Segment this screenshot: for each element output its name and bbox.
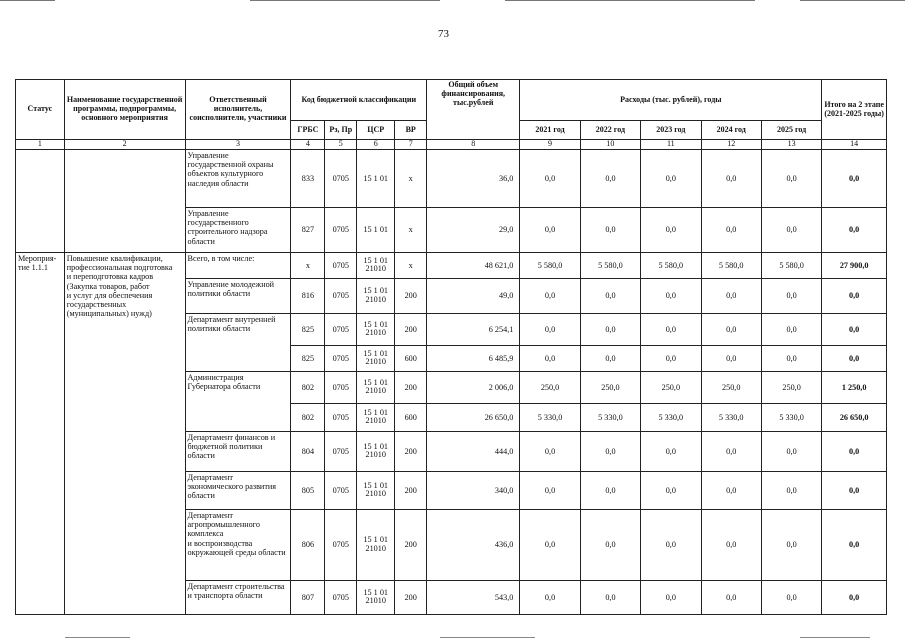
grbs-cell: 825 [291,345,325,371]
year-2024-cell: 0,0 [701,313,761,345]
csr-cell: 15 1 01 [357,149,395,207]
year-2022-cell: 5 330,0 [580,403,640,431]
vr-cell: 200 [395,509,427,580]
header-grbs: ГРБС [291,121,325,140]
year-2025-cell: 0,0 [761,149,821,207]
executor-cell: Департамент агропромышленного комплекса и воспроизводства окружающей среды области [185,509,291,580]
column-index: 10 [580,140,640,150]
csr-cell: 15 1 01 [357,207,395,252]
column-index: 14 [822,140,887,150]
itogo-cell: 1 250,0 [822,371,887,403]
year-2022-cell: 0,0 [580,509,640,580]
total-cell: 29,0 [427,207,520,252]
rzpr-cell: 0705 [325,345,357,371]
year-2023-cell: 250,0 [641,371,701,403]
header-row [16,80,887,121]
executor-cell: Управление государственного строительного надзора области [185,207,291,252]
grbs-cell: 816 [291,278,325,313]
rzpr-cell: 0705 [325,403,357,431]
total-cell: 6 254,1 [427,313,520,345]
header-total: Общий объем финансирования, тыс.рублей [427,80,520,140]
year-2021-cell: 0,0 [520,278,580,313]
vr-cell: 200 [395,580,427,614]
itogo-cell: 0,0 [822,149,887,207]
year-2023-cell: 0,0 [641,149,701,207]
year-2025-cell: 0,0 [761,313,821,345]
total-cell: 340,0 [427,471,520,509]
rzpr-cell: 0705 [325,471,357,509]
itogo-cell: 0,0 [822,278,887,313]
executor-cell: Департамент строительства и транспорта области [185,580,291,614]
grbs-cell: 802 [291,403,325,431]
table-row [16,149,887,207]
year-2025-cell: 0,0 [761,509,821,580]
header-budget-code: Код бюджетной классификации [291,80,427,121]
year-2024-cell: 0,0 [701,471,761,509]
rzpr-cell: 0705 [325,149,357,207]
vr-cell: 600 [395,345,427,371]
year-2021-cell: 0,0 [520,313,580,345]
grbs-cell: 806 [291,509,325,580]
total-cell: 36,0 [427,149,520,207]
year-2021-cell: 0,0 [520,509,580,580]
year-2024-cell: 0,0 [701,149,761,207]
year-2021-cell: 0,0 [520,580,580,614]
total-cell: 48 621,0 [427,252,520,278]
csr-cell: 15 1 01 21010 [357,403,395,431]
csr-cell: 15 1 01 21010 [357,580,395,614]
year-2024-cell: 250,0 [701,371,761,403]
column-index: 1 [16,140,65,150]
year-2024-cell: 0,0 [701,278,761,313]
header-csr: ЦСР [357,121,395,140]
total-cell: 444,0 [427,431,520,471]
vr-cell: х [395,207,427,252]
itogo-cell: 26 650,0 [822,403,887,431]
year-2023-cell: 0,0 [641,207,701,252]
total-cell: 6 485,9 [427,345,520,371]
year-2021-cell: 0,0 [520,431,580,471]
measure-name: Повышение квалификации, профессиональная подготовка и переподготовка кадров (Закупка товаров, работ и услуг для обеспечения государственных (муниципальных) нужд) [64,252,185,614]
itogo-cell: 0,0 [822,509,887,580]
year-2024-cell: 5 330,0 [701,403,761,431]
csr-cell: 15 1 01 21010 [357,345,395,371]
csr-cell: 15 1 01 21010 [357,313,395,345]
vr-cell: х [395,149,427,207]
year-2024-cell: 0,0 [701,580,761,614]
itogo-cell: 0,0 [822,580,887,614]
grbs-cell: 805 [291,471,325,509]
year-2025-cell: 0,0 [761,278,821,313]
column-index: 6 [357,140,395,150]
year-2022-cell: 0,0 [580,580,640,614]
page-number: 73 [438,28,449,40]
total-cell: 543,0 [427,580,520,614]
csr-cell: 15 1 01 21010 [357,371,395,403]
header-2025: 2025 год [761,121,821,140]
header-2024: 2024 год [701,121,761,140]
column-index: 9 [520,140,580,150]
year-2023-cell: 5 330,0 [641,403,701,431]
header-2021: 2021 год [520,121,580,140]
rzpr-cell: 0705 [325,252,357,278]
header-status: Статус [16,80,65,140]
year-2025-cell: 0,0 [761,471,821,509]
grbs-cell: 833 [291,149,325,207]
csr-cell: 15 1 01 21010 [357,252,395,278]
year-2023-cell: 5 580,0 [641,252,701,278]
grbs-cell: 802 [291,371,325,403]
year-2025-cell: 5 580,0 [761,252,821,278]
year-2024-cell: 0,0 [701,345,761,371]
year-2024-cell: 0,0 [701,207,761,252]
year-2024-cell: 0,0 [701,509,761,580]
vr-cell: 200 [395,313,427,345]
itogo-cell: 27 900,0 [822,252,887,278]
header-2023: 2023 год [641,121,701,140]
year-2022-cell: 0,0 [580,431,640,471]
top-edge-lines [0,0,905,1]
itogo-cell: 0,0 [822,431,887,471]
vr-cell: 200 [395,471,427,509]
grbs-cell: 825 [291,313,325,345]
year-2025-cell: 5 330,0 [761,403,821,431]
rzpr-cell: 0705 [325,207,357,252]
executor-cell: Управление государственной охраны объектов культурного наследия области [185,149,291,207]
header-rzpr: Рз, Пр [325,121,357,140]
rzpr-cell: 0705 [325,431,357,471]
year-2021-cell: 5 330,0 [520,403,580,431]
itogo-cell: 0,0 [822,207,887,252]
year-2023-cell: 0,0 [641,509,701,580]
table-row [16,252,887,278]
itogo-cell: 0,0 [822,345,887,371]
column-index: 5 [325,140,357,150]
year-2022-cell: 0,0 [580,207,640,252]
header-itogo: Итого на 2 этапе (2021-2025 годы) [822,80,887,140]
total-cell: 26 650,0 [427,403,520,431]
executor-cell: Департамент финансов и бюджетной политики области [185,431,291,471]
vr-cell: 200 [395,371,427,403]
year-2021-cell: 250,0 [520,371,580,403]
year-2022-cell: 0,0 [580,345,640,371]
rzpr-cell: 0705 [325,313,357,345]
vr-cell: 200 [395,278,427,313]
column-index: 2 [64,140,185,150]
csr-cell: 15 1 01 21010 [357,509,395,580]
executor-cell: Управление молодежной политики области [185,278,291,313]
grbs-cell: 807 [291,580,325,614]
name-cell-empty [64,149,185,252]
csr-cell: 15 1 01 21010 [357,278,395,313]
column-index: 11 [641,140,701,150]
year-2023-cell: 0,0 [641,345,701,371]
year-2021-cell: 0,0 [520,345,580,371]
year-2023-cell: 0,0 [641,580,701,614]
itogo-cell: 0,0 [822,313,887,345]
year-2025-cell: 0,0 [761,345,821,371]
column-index: 12 [701,140,761,150]
year-2021-cell: 5 580,0 [520,252,580,278]
year-2025-cell: 0,0 [761,580,821,614]
executor-cell: Всего, в том числе: [185,252,291,278]
column-index-row [16,140,887,150]
executor-cell: Департамент экономического развития области [185,471,291,509]
csr-cell: 15 1 01 21010 [357,431,395,471]
vr-cell: х [395,252,427,278]
year-2024-cell: 5 580,0 [701,252,761,278]
total-cell: 2 006,0 [427,371,520,403]
rzpr-cell: 0705 [325,509,357,580]
rzpr-cell: 0705 [325,580,357,614]
vr-cell: 200 [395,431,427,471]
year-2025-cell: 0,0 [761,431,821,471]
rzpr-cell: 0705 [325,278,357,313]
measure-status: Мероприя- тие 1.1.1 [16,252,65,614]
rzpr-cell: 0705 [325,371,357,403]
year-2022-cell: 0,0 [580,471,640,509]
year-2022-cell: 0,0 [580,149,640,207]
year-2022-cell: 250,0 [580,371,640,403]
year-2024-cell: 0,0 [701,431,761,471]
year-2022-cell: 0,0 [580,313,640,345]
year-2021-cell: 0,0 [520,149,580,207]
column-index: 7 [395,140,427,150]
year-2022-cell: 5 580,0 [580,252,640,278]
year-2022-cell: 0,0 [580,278,640,313]
column-index: 4 [291,140,325,150]
header-2022: 2022 год [580,121,640,140]
header-expenses: Расходы (тыс. рублей), годы [520,80,822,121]
year-2025-cell: 250,0 [761,371,821,403]
header-name: Наименование государственной программы, подпрограммы, основного мероприятия [64,80,185,140]
year-2023-cell: 0,0 [641,313,701,345]
total-cell: 49,0 [427,278,520,313]
csr-cell: 15 1 01 21010 [357,471,395,509]
executor-cell: Администрация Губернатора области [185,371,291,431]
grbs-cell: 827 [291,207,325,252]
year-2023-cell: 0,0 [641,278,701,313]
total-cell: 436,0 [427,509,520,580]
grbs-cell: х [291,252,325,278]
budget-table [15,79,887,615]
year-2023-cell: 0,0 [641,471,701,509]
year-2021-cell: 0,0 [520,207,580,252]
header-executor: Ответственный исполнитель, соисполнители, участники [185,80,291,140]
grbs-cell: 804 [291,431,325,471]
executor-cell: Департамент внутренней политики области [185,313,291,371]
vr-cell: 600 [395,403,427,431]
year-2023-cell: 0,0 [641,431,701,471]
year-2025-cell: 0,0 [761,207,821,252]
column-index: 13 [761,140,821,150]
column-index: 3 [185,140,291,150]
status-cell-empty [16,149,65,252]
header-vr: ВР [395,121,427,140]
column-index: 8 [427,140,520,150]
year-2021-cell: 0,0 [520,471,580,509]
itogo-cell: 0,0 [822,471,887,509]
